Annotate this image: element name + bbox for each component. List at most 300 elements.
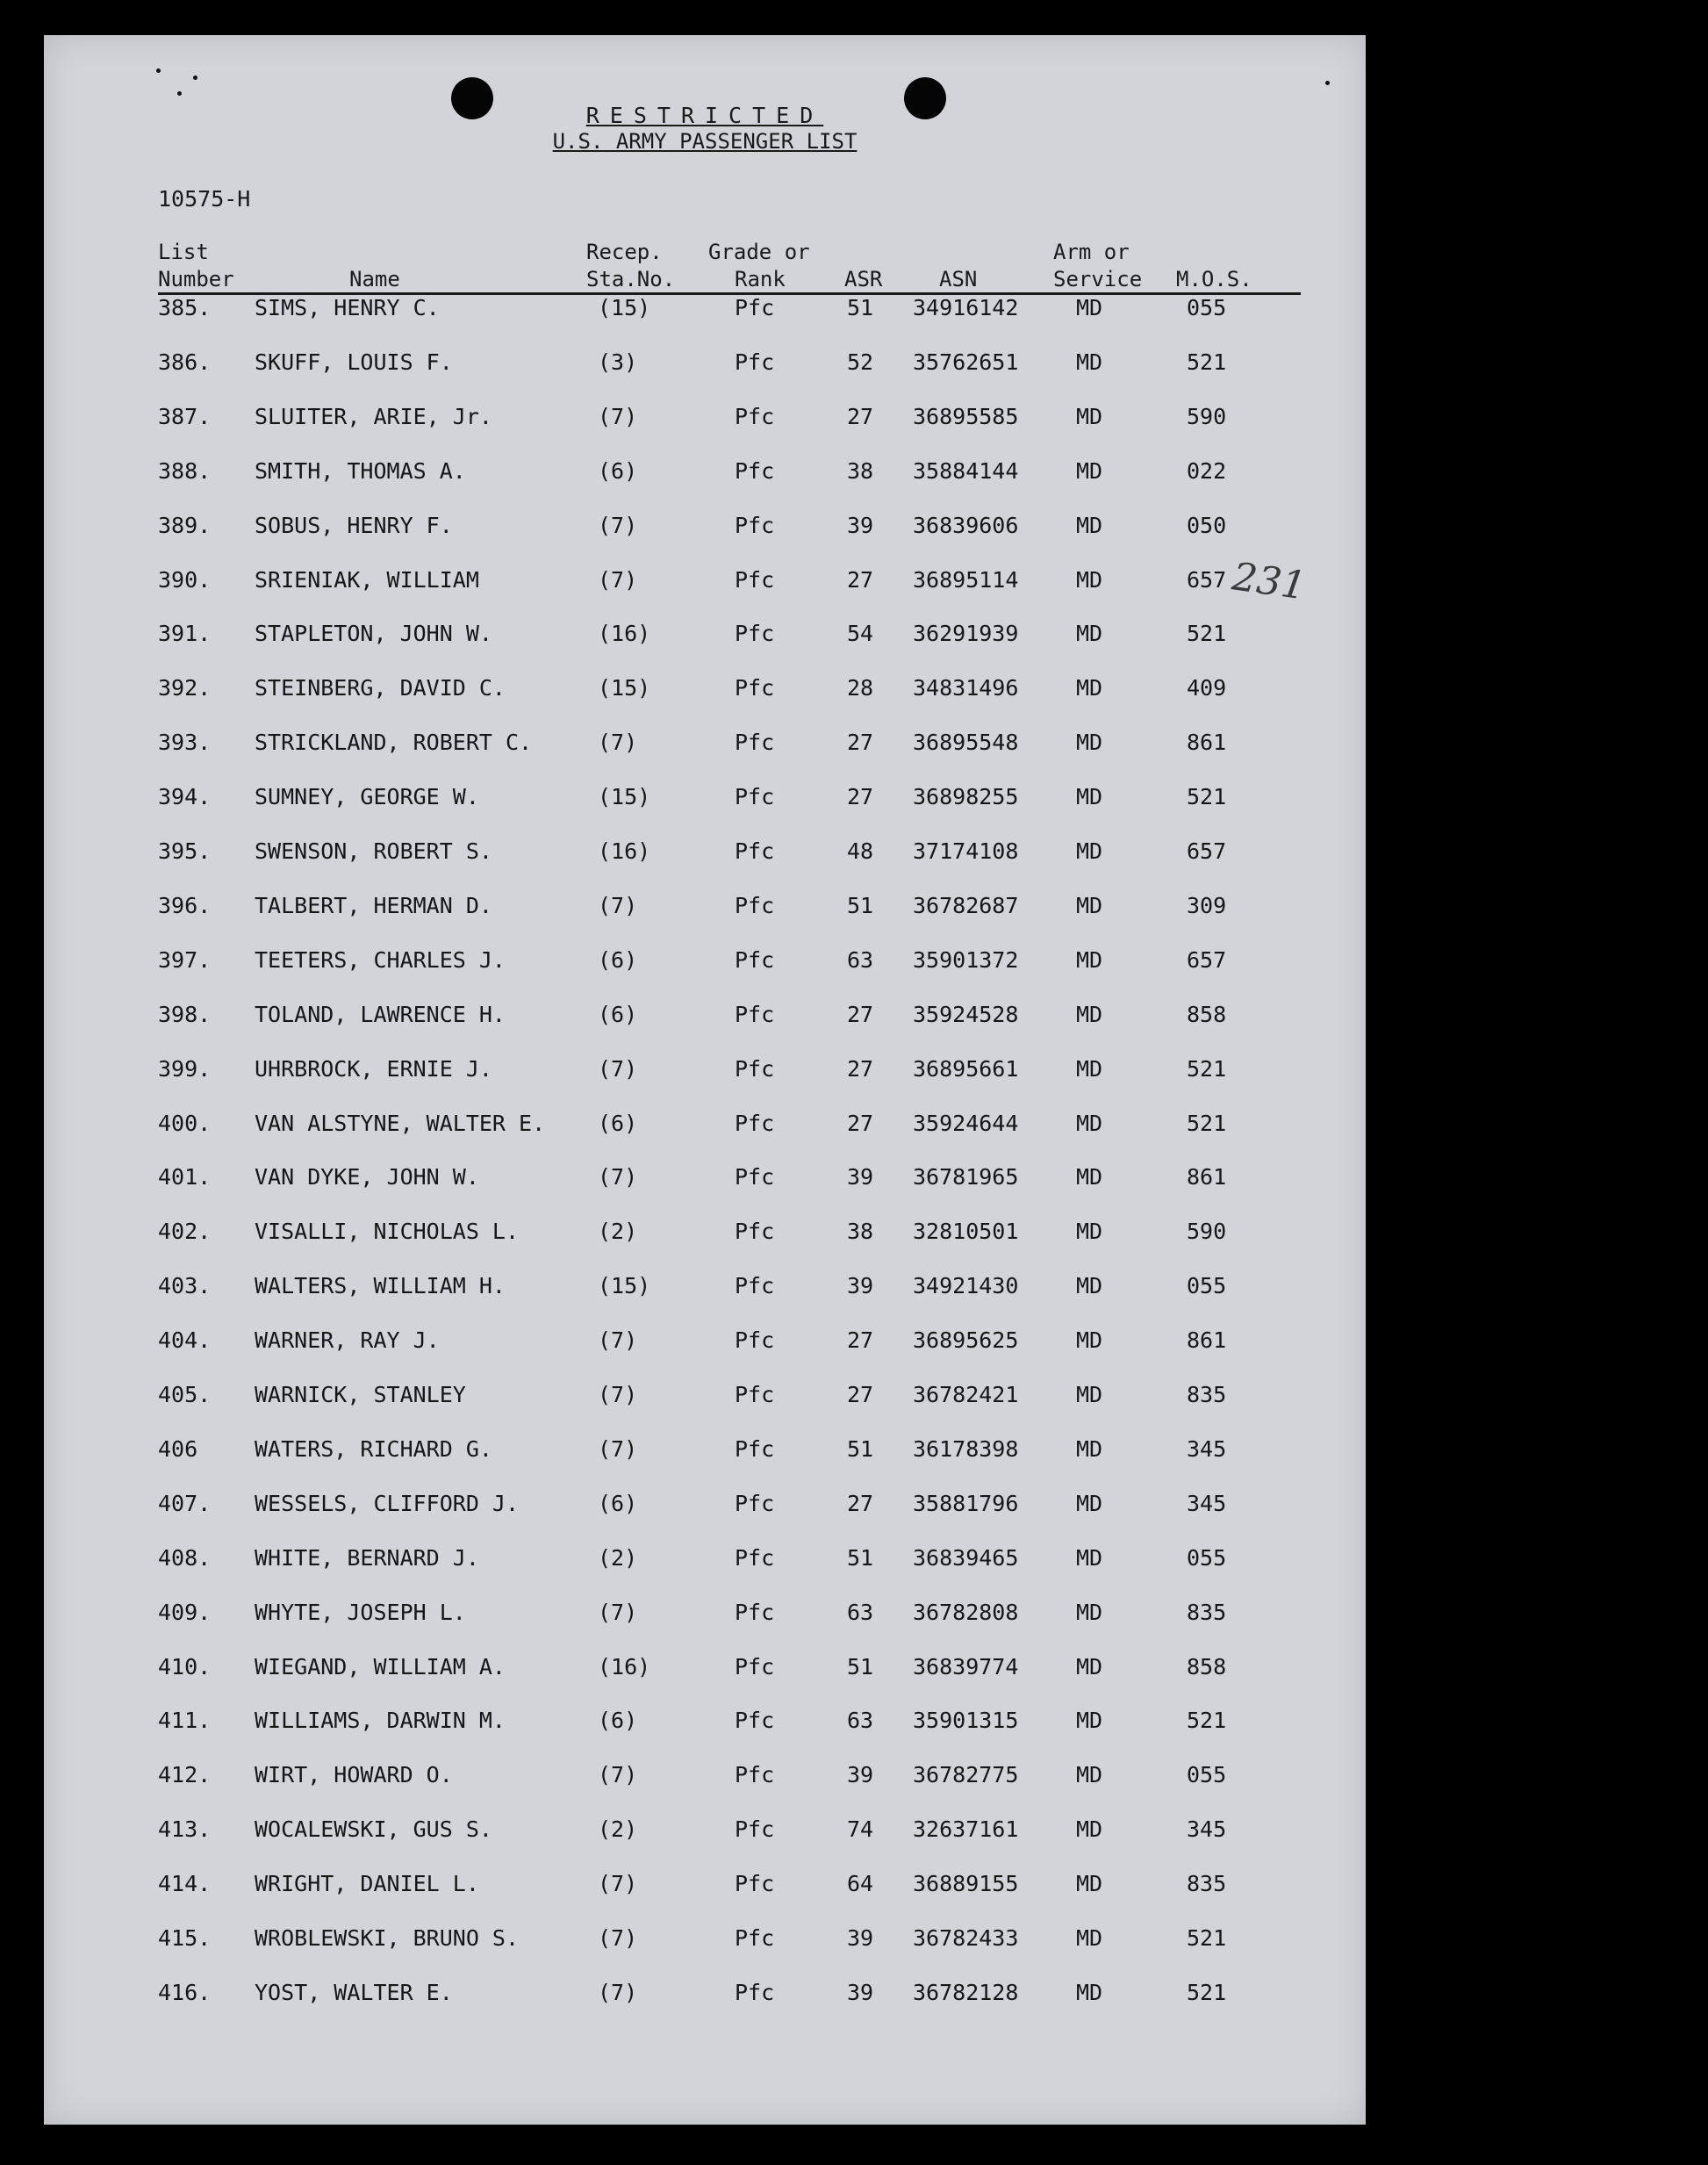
speck [193, 76, 197, 80]
row-asr: 54 [847, 621, 874, 647]
table-row [44, 1654, 1366, 1689]
row-grade: Pfc [735, 1164, 775, 1190]
header-sta-no-label: Sta.No. [586, 267, 676, 291]
table-row [44, 1925, 1366, 1960]
row-number: 407. [158, 1490, 212, 1516]
row-station: (15) [598, 295, 651, 320]
row-number: 385. [158, 295, 212, 320]
row-asn: 35901372 [913, 946, 1019, 973]
row-mos: 022 [1187, 457, 1227, 484]
row-arm: MD [1076, 1708, 1103, 1734]
row-grade: Pfc [735, 946, 775, 973]
row-grade: Pfc [735, 1653, 775, 1679]
row-name: VISALLI, NICHOLAS L. [255, 1219, 520, 1245]
row-number: 416. [158, 1979, 212, 2005]
row-asr: 63 [847, 1599, 874, 1625]
table-row [44, 1491, 1366, 1526]
row-arm: MD [1076, 1055, 1103, 1082]
row-asn: 35762651 [913, 349, 1019, 375]
row-asr: 51 [847, 1653, 874, 1679]
row-asn: 36839774 [913, 1653, 1019, 1679]
header-mos-label: M.O.S. [1176, 267, 1252, 291]
row-mos: 521 [1187, 1055, 1227, 1082]
row-mos: 345 [1187, 1435, 1227, 1462]
row-station: (15) [598, 675, 651, 701]
row-grade: Pfc [735, 349, 775, 375]
row-mos: 835 [1187, 1382, 1227, 1407]
header-name-label: Name [349, 267, 400, 291]
row-number: 412. [158, 1762, 212, 1788]
row-arm: MD [1076, 1435, 1103, 1462]
row-mos: 835 [1187, 1871, 1227, 1897]
document-page [44, 35, 1366, 2125]
row-number: 401. [158, 1164, 212, 1190]
header-grade-label: Grade or [708, 240, 810, 264]
row-station: (6) [598, 1001, 638, 1027]
row-name: SKUFF, LOUIS F. [255, 349, 453, 375]
row-grade: Pfc [735, 512, 775, 538]
row-name: UHRBROCK, ERNIE J. [255, 1055, 492, 1082]
row-mos: 657 [1187, 838, 1227, 864]
row-name: SMITH, THOMAS A. [255, 457, 466, 484]
row-arm: MD [1076, 1327, 1103, 1354]
row-station: (7) [598, 892, 638, 918]
row-asr: 64 [847, 1871, 874, 1897]
table-row [44, 1708, 1366, 1743]
table-row [44, 1545, 1366, 1580]
row-mos: 309 [1187, 892, 1227, 918]
row-grade: Pfc [735, 1708, 775, 1734]
table-row [44, 349, 1366, 385]
row-number: 389. [158, 512, 212, 538]
table-row [44, 730, 1366, 765]
row-mos: 657 [1187, 566, 1227, 593]
row-station: (2) [598, 1219, 638, 1245]
row-asn: 32637161 [913, 1816, 1019, 1843]
row-arm: MD [1076, 349, 1103, 375]
table-row [44, 295, 1366, 330]
table-row [44, 1816, 1366, 1852]
row-asr: 27 [847, 1382, 874, 1407]
header-asn-label: ASN [939, 267, 978, 291]
row-arm: MD [1076, 1544, 1103, 1571]
row-asr: 38 [847, 457, 874, 484]
header-arm-service [1053, 239, 1142, 293]
row-asr: 63 [847, 946, 874, 973]
row-station: (7) [598, 1925, 638, 1951]
table-row [44, 567, 1366, 602]
row-asr: 51 [847, 1544, 874, 1571]
header-recep-station [586, 239, 675, 293]
row-name: WARNER, RAY J. [255, 1327, 440, 1354]
row-station: (2) [598, 1816, 638, 1843]
row-arm: MD [1076, 1273, 1103, 1299]
row-name: WHITE, BERNARD J. [255, 1544, 479, 1571]
row-arm: MD [1076, 1164, 1103, 1190]
row-mos: 345 [1187, 1816, 1227, 1843]
row-name: SWENSON, ROBERT S. [255, 838, 492, 864]
header-grade [708, 239, 810, 293]
row-station: (7) [598, 730, 638, 756]
header-arm-label: Arm or [1053, 240, 1130, 264]
row-grade: Pfc [735, 457, 775, 484]
table-row [44, 1056, 1366, 1091]
row-number: 404. [158, 1327, 212, 1354]
row-arm: MD [1076, 1653, 1103, 1679]
row-name: SLUITER, ARIE, Jr. [255, 403, 492, 429]
row-name: SUMNEY, GEORGE W. [255, 784, 479, 810]
row-number: 400. [158, 1110, 212, 1136]
table-row [44, 1382, 1366, 1417]
row-asn: 37174108 [913, 838, 1019, 864]
row-station: (7) [598, 1382, 638, 1407]
row-asr: 39 [847, 512, 874, 538]
row-mos: 861 [1187, 1164, 1227, 1190]
row-name: STAPLETON, JOHN W. [255, 621, 492, 647]
row-mos: 521 [1187, 1110, 1227, 1136]
row-number: 386. [158, 349, 212, 375]
row-number: 395. [158, 838, 212, 864]
row-grade: Pfc [735, 566, 775, 593]
row-asr: 28 [847, 675, 874, 701]
row-name: WALTERS, WILLIAM H. [255, 1273, 506, 1299]
row-number: 410. [158, 1653, 212, 1679]
row-number: 411. [158, 1708, 212, 1734]
row-arm: MD [1076, 1001, 1103, 1027]
row-grade: Pfc [735, 403, 775, 429]
row-asn: 36782775 [913, 1762, 1019, 1788]
row-mos: 055 [1187, 295, 1227, 320]
row-arm: MD [1076, 838, 1103, 864]
row-asn: 36178398 [913, 1435, 1019, 1462]
row-grade: Pfc [735, 1435, 775, 1462]
row-mos: 521 [1187, 784, 1227, 810]
table-row [44, 458, 1366, 493]
row-station: (15) [598, 784, 651, 810]
row-mos: 835 [1187, 1599, 1227, 1625]
row-name: STEINBERG, DAVID C. [255, 675, 506, 701]
row-arm: MD [1076, 1490, 1103, 1516]
row-arm: MD [1076, 730, 1103, 756]
row-name: TEETERS, CHARLES J. [255, 946, 506, 973]
row-mos: 055 [1187, 1544, 1227, 1571]
row-arm: MD [1076, 675, 1103, 701]
row-arm: MD [1076, 1110, 1103, 1136]
row-mos: 861 [1187, 730, 1227, 756]
row-number: 391. [158, 621, 212, 647]
row-grade: Pfc [735, 1816, 775, 1843]
table-row [44, 1002, 1366, 1037]
row-station: (7) [598, 512, 638, 538]
table-row [44, 675, 1366, 710]
row-asn: 35881796 [913, 1490, 1019, 1516]
row-name: STRICKLAND, ROBERT C. [255, 730, 533, 756]
row-mos: 521 [1187, 1979, 1227, 2005]
row-grade: Pfc [735, 892, 775, 918]
header-recep-label: Recep. [586, 240, 663, 264]
row-grade: Pfc [735, 1490, 775, 1516]
row-asr: 51 [847, 1435, 874, 1462]
row-arm: MD [1076, 457, 1103, 484]
table-row [44, 1111, 1366, 1146]
row-asr: 27 [847, 784, 874, 810]
row-grade: Pfc [735, 1382, 775, 1407]
row-number: 413. [158, 1816, 212, 1843]
row-asn: 36782421 [913, 1382, 1019, 1407]
header-rank-label: Rank [735, 267, 786, 291]
row-number: 388. [158, 457, 212, 484]
row-station: (6) [598, 1490, 638, 1516]
row-arm: MD [1076, 1816, 1103, 1843]
row-name: WOCALEWSKI, GUS S. [255, 1816, 492, 1843]
row-station: (7) [598, 1599, 638, 1625]
row-asr: 48 [847, 838, 874, 864]
table-row [44, 1762, 1366, 1797]
row-station: (7) [598, 1435, 638, 1462]
row-grade: Pfc [735, 1110, 775, 1136]
row-grade: Pfc [735, 1871, 775, 1897]
row-grade: Pfc [735, 1055, 775, 1082]
row-arm: MD [1076, 946, 1103, 973]
row-station: (7) [598, 1979, 638, 2005]
row-asr: 27 [847, 1055, 874, 1082]
row-asn: 36782433 [913, 1925, 1019, 1951]
row-grade: Pfc [735, 1273, 775, 1299]
row-asr: 39 [847, 1762, 874, 1788]
row-mos: 521 [1187, 621, 1227, 647]
row-asn: 36895548 [913, 730, 1019, 756]
row-asr: 51 [847, 295, 874, 320]
table-row [44, 1327, 1366, 1363]
row-asr: 27 [847, 730, 874, 756]
row-arm: MD [1076, 295, 1103, 320]
row-mos: 050 [1187, 512, 1227, 538]
row-name: TOLAND, LAWRENCE H. [255, 1001, 506, 1027]
header-number-label: Number [158, 267, 234, 291]
row-number: 398. [158, 1001, 212, 1027]
row-grade: Pfc [735, 838, 775, 864]
header-asr [844, 266, 882, 293]
row-grade: Pfc [735, 1979, 775, 2005]
row-asr: 38 [847, 1219, 874, 1245]
row-asn: 34831496 [913, 675, 1019, 701]
row-mos: 590 [1187, 403, 1227, 429]
row-station: (16) [598, 838, 651, 864]
row-asn: 36782128 [913, 1979, 1019, 2005]
row-name: SRIENIAK, WILLIAM [255, 566, 479, 593]
row-grade: Pfc [735, 784, 775, 810]
row-number: 414. [158, 1871, 212, 1897]
row-asn: 36889155 [913, 1871, 1019, 1897]
row-asn: 36291939 [913, 621, 1019, 647]
table-row [44, 1436, 1366, 1471]
row-name: WIRT, HOWARD O. [255, 1762, 453, 1788]
row-arm: MD [1076, 621, 1103, 647]
row-number: 406 [158, 1435, 198, 1462]
row-number: 408. [158, 1544, 212, 1571]
row-name: WRIGHT, DANIEL L. [255, 1871, 479, 1897]
row-asr: 39 [847, 1925, 874, 1951]
row-arm: MD [1076, 1382, 1103, 1407]
row-arm: MD [1076, 403, 1103, 429]
header-name [349, 266, 400, 293]
row-asr: 27 [847, 1490, 874, 1516]
row-grade: Pfc [735, 1327, 775, 1354]
row-arm: MD [1076, 1599, 1103, 1625]
row-name: WROBLEWSKI, BRUNO S. [255, 1925, 520, 1951]
row-asn: 36895114 [913, 566, 1019, 593]
header-asr-label: ASR [844, 267, 883, 291]
row-grade: Pfc [735, 621, 775, 647]
row-asn: 36782687 [913, 892, 1019, 918]
row-asr: 27 [847, 1001, 874, 1027]
header-service-label: Service [1053, 267, 1143, 291]
row-station: (6) [598, 1708, 638, 1734]
row-arm: MD [1076, 1925, 1103, 1951]
row-asn: 36839606 [913, 512, 1019, 538]
row-grade: Pfc [735, 295, 775, 320]
row-mos: 055 [1187, 1762, 1227, 1788]
table-row [44, 1980, 1366, 2015]
row-station: (7) [598, 1164, 638, 1190]
row-name: WHYTE, JOSEPH L. [255, 1599, 466, 1625]
row-name: WIEGAND, WILLIAM A. [255, 1653, 506, 1679]
row-mos: 345 [1187, 1490, 1227, 1516]
row-asr: 74 [847, 1816, 874, 1843]
row-number: 403. [158, 1273, 212, 1299]
row-station: (7) [598, 1762, 638, 1788]
row-asr: 27 [847, 1327, 874, 1354]
row-grade: Pfc [735, 730, 775, 756]
row-station: (7) [598, 1871, 638, 1897]
row-station: (6) [598, 457, 638, 484]
row-grade: Pfc [735, 1219, 775, 1245]
row-mos: 521 [1187, 349, 1227, 375]
row-station: (6) [598, 946, 638, 973]
row-number: 390. [158, 566, 212, 593]
row-arm: MD [1076, 892, 1103, 918]
table-row [44, 784, 1366, 819]
row-asr: 63 [847, 1708, 874, 1734]
row-station: (3) [598, 349, 638, 375]
speck [1325, 81, 1330, 85]
row-mos: 858 [1187, 1653, 1227, 1679]
row-asn: 32810501 [913, 1219, 1019, 1245]
row-name: VAN ALSTYNE, WALTER E. [255, 1110, 546, 1136]
row-mos: 409 [1187, 675, 1227, 701]
row-arm: MD [1076, 512, 1103, 538]
row-asr: 27 [847, 1110, 874, 1136]
row-name: VAN DYKE, JOHN W. [255, 1164, 479, 1190]
table-row [44, 947, 1366, 982]
speck [156, 68, 161, 73]
row-number: 393. [158, 730, 212, 756]
row-station: (16) [598, 1653, 651, 1679]
document-title: RESTRICTED [585, 103, 824, 128]
row-name: WARNICK, STANLEY [255, 1382, 466, 1407]
table-row [44, 1600, 1366, 1635]
row-station: (15) [598, 1273, 651, 1299]
row-station: (7) [598, 1055, 638, 1082]
table-row [44, 1871, 1366, 1906]
row-arm: MD [1076, 1219, 1103, 1245]
speck [177, 91, 182, 96]
row-grade: Pfc [735, 1001, 775, 1027]
row-number: 397. [158, 946, 212, 973]
row-grade: Pfc [735, 1599, 775, 1625]
row-station: (7) [598, 403, 638, 429]
row-arm: MD [1076, 1979, 1103, 2005]
row-station: (7) [598, 1327, 638, 1354]
row-asn: 35884144 [913, 457, 1019, 484]
row-grade: Pfc [735, 675, 775, 701]
row-grade: Pfc [735, 1544, 775, 1571]
document-number: 10575-H [158, 186, 251, 212]
header-asn [939, 266, 977, 293]
row-name: WATERS, RICHARD G. [255, 1435, 492, 1462]
table-row [44, 893, 1366, 928]
row-number: 402. [158, 1219, 212, 1245]
row-asr: 39 [847, 1979, 874, 2005]
row-asn: 36895625 [913, 1327, 1019, 1354]
row-asn: 34916142 [913, 295, 1019, 320]
row-mos: 055 [1187, 1273, 1227, 1299]
row-arm: MD [1076, 1871, 1103, 1897]
row-grade: Pfc [735, 1762, 775, 1788]
row-asn: 36839465 [913, 1544, 1019, 1571]
row-asr: 39 [847, 1164, 874, 1190]
row-station: (7) [598, 566, 638, 593]
row-asn: 36895585 [913, 403, 1019, 429]
handwritten-page-number: 231 [1229, 554, 1310, 609]
row-name: WESSELS, CLIFFORD J. [255, 1490, 520, 1516]
row-mos: 858 [1187, 1001, 1227, 1027]
header-list-label: List [158, 240, 209, 264]
row-asn: 36898255 [913, 784, 1019, 810]
row-asr: 27 [847, 566, 874, 593]
row-name: WILLIAMS, DARWIN M. [255, 1708, 506, 1734]
row-station: (16) [598, 621, 651, 647]
row-station: (6) [598, 1110, 638, 1136]
table-row [44, 1164, 1366, 1199]
row-number: 409. [158, 1599, 212, 1625]
row-asn: 34921430 [913, 1273, 1019, 1299]
row-asn: 36781965 [913, 1164, 1019, 1190]
row-number: 399. [158, 1055, 212, 1082]
row-arm: MD [1076, 784, 1103, 810]
table-row [44, 513, 1366, 548]
row-asn: 36895661 [913, 1055, 1019, 1082]
table-row [44, 1219, 1366, 1254]
row-number: 387. [158, 403, 212, 429]
row-name: SOBUS, HENRY F. [255, 512, 453, 538]
row-number: 396. [158, 892, 212, 918]
row-asr: 39 [847, 1273, 874, 1299]
row-asr: 51 [847, 892, 874, 918]
row-arm: MD [1076, 566, 1103, 593]
row-asn: 35901315 [913, 1708, 1019, 1734]
document-subtitle: U.S. ARMY PASSENGER LIST [552, 129, 858, 154]
table-row [44, 838, 1366, 874]
row-asn: 35924644 [913, 1110, 1019, 1136]
row-mos: 590 [1187, 1219, 1227, 1245]
row-mos: 657 [1187, 946, 1227, 973]
row-asr: 52 [847, 349, 874, 375]
table-row [44, 404, 1366, 439]
row-name: SIMS, HENRY C. [255, 295, 440, 320]
row-grade: Pfc [735, 1925, 775, 1951]
row-asn: 35924528 [913, 1001, 1019, 1027]
